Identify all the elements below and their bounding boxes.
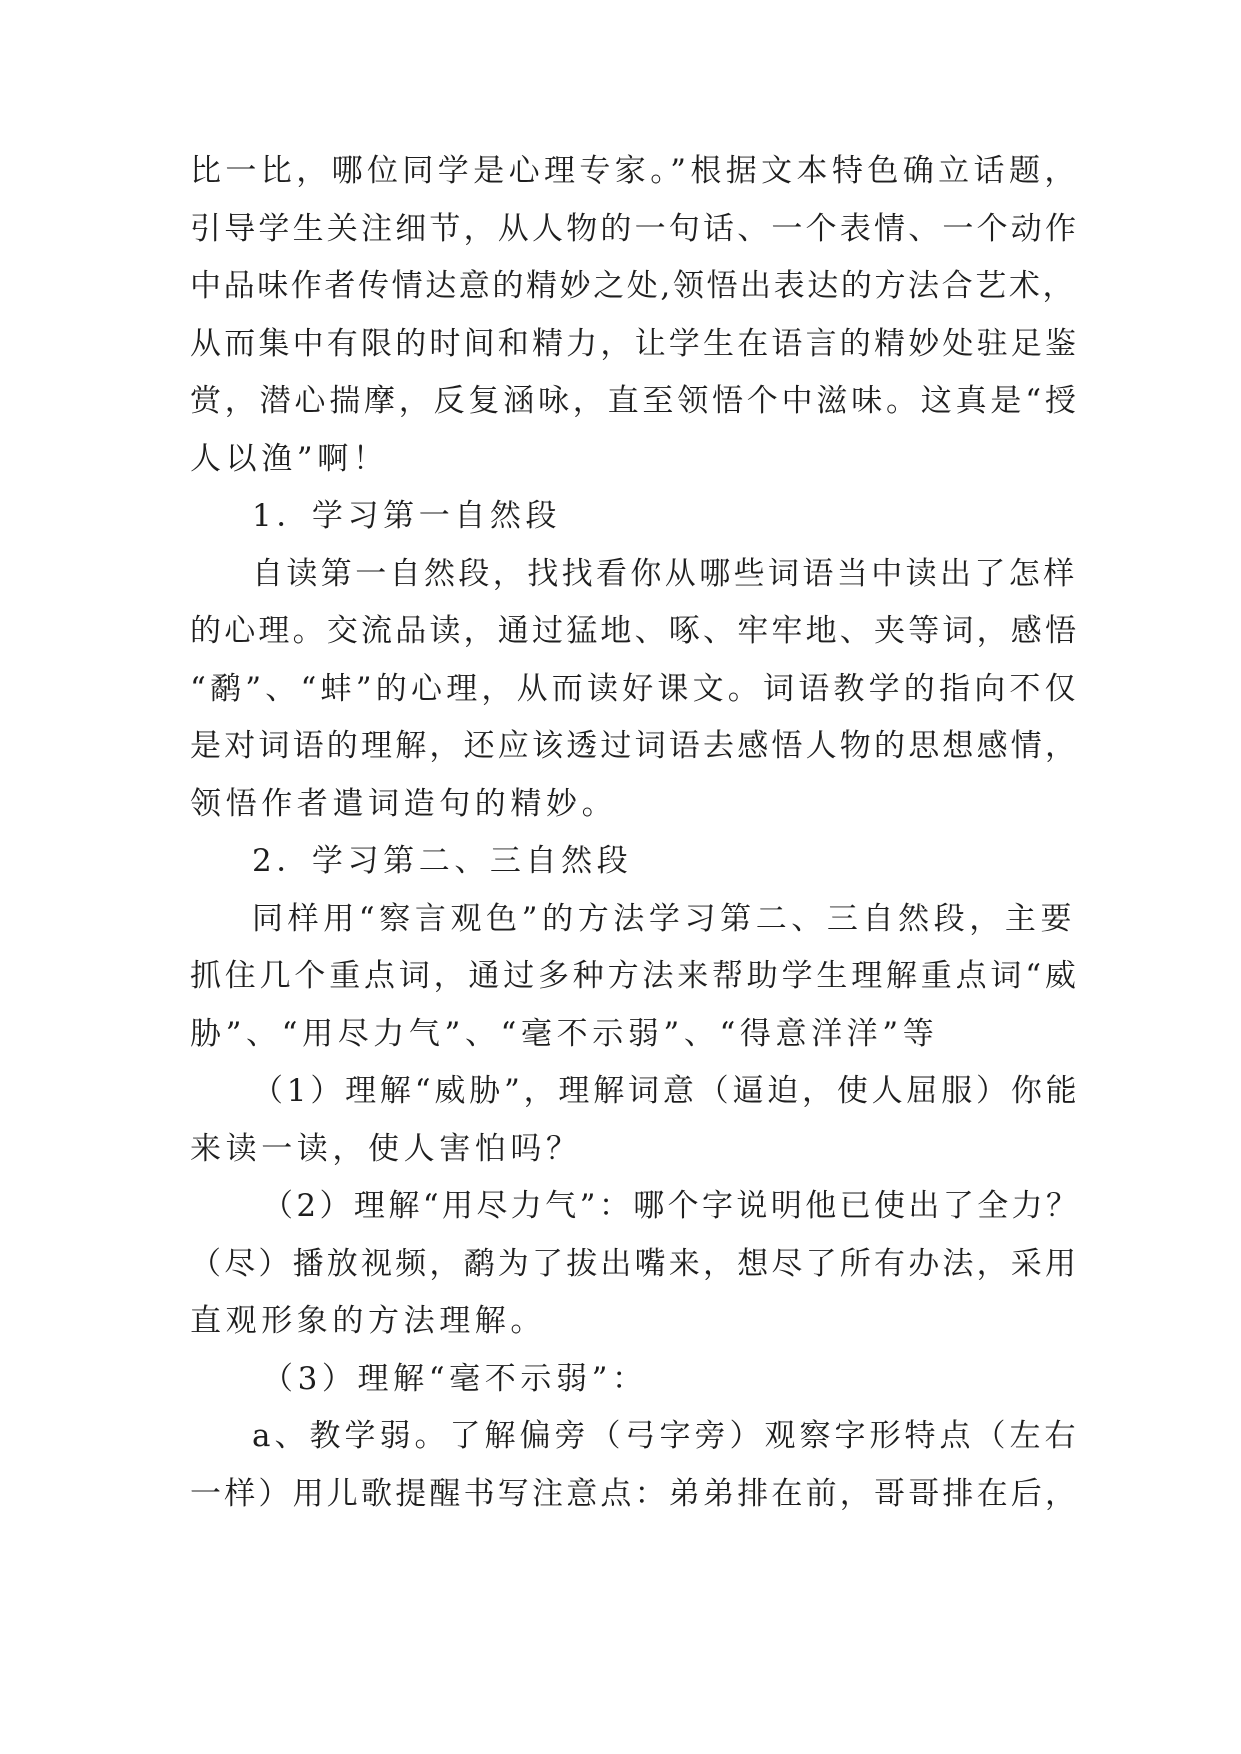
text-line: 是对词语的理解，还应该透过词语去感悟人物的思想感情， <box>190 728 1080 764</box>
section-heading: 2．学习第二、三自然段 <box>252 843 633 879</box>
text-line: 从而集中有限的时间和精力，让学生在语言的精妙处驻足鉴 <box>190 326 1080 362</box>
text-line: 中品味作者传情达意的精妙之处,领悟出表达的方法合艺术， <box>190 268 1077 304</box>
text-line: （尽）播放视频，鹬为了拔出嘴来，想尽了所有办法，采用 <box>190 1246 1080 1282</box>
text-line: 自读第一自然段，找找看你从哪些词语当中读出了怎样 <box>252 556 1078 592</box>
text-line: 比一比，哪位同学是心理专家。”根据文本特色确立话题， <box>190 153 1080 189</box>
text-line: “鹬”、“蚌”的心理，从而读好课文。词语教学的指向不仅 <box>190 671 1080 707</box>
text-line: （3）理解“毫不示弱”： <box>262 1361 648 1397</box>
text-line: 胁”、“用尽力气”、“毫不示弱”、“得意洋洋”等 <box>190 1016 939 1052</box>
text-line: （1）理解“威胁”，理解词意（逼迫，使人屈服）你能 <box>252 1073 1081 1109</box>
text-line: 引导学生关注细节，从人物的一句话、一个表情、一个动作 <box>190 211 1080 247</box>
text-line: 领悟作者遣词造句的精妙。 <box>190 786 618 822</box>
text-line: 的心理。交流品读，通过猛地、啄、牢牢地、夹等词，感悟 <box>190 613 1080 649</box>
text-line: 一样）用儿歌提醒书写注意点：弟弟排在前，哥哥排在后， <box>190 1476 1080 1512</box>
text-line: 人以渔”啊！ <box>190 441 389 477</box>
text-line: （2）理解“用尽力气”：哪个字说明他已使出了全力？ <box>262 1188 1081 1224</box>
text-line: 来读一读，使人害怕吗？ <box>190 1131 582 1167</box>
text-line: 抓住几个重点词，通过多种方法来帮助学生理解重点词“威 <box>190 958 1080 994</box>
text-line: a、教学弱。了解偏旁（弓字旁）观察字形特点（左右 <box>252 1418 1080 1454</box>
section-heading: 1．学习第一自然段 <box>252 498 562 534</box>
text-line: 直观形象的方法理解。 <box>190 1303 546 1339</box>
text-line: 同样用“察言观色”的方法学习第二、三自然段，主要 <box>252 901 1077 937</box>
text-line: 赏，潜心揣摩，反复涵咏，直至领悟个中滋味。这真是“授 <box>190 383 1080 419</box>
